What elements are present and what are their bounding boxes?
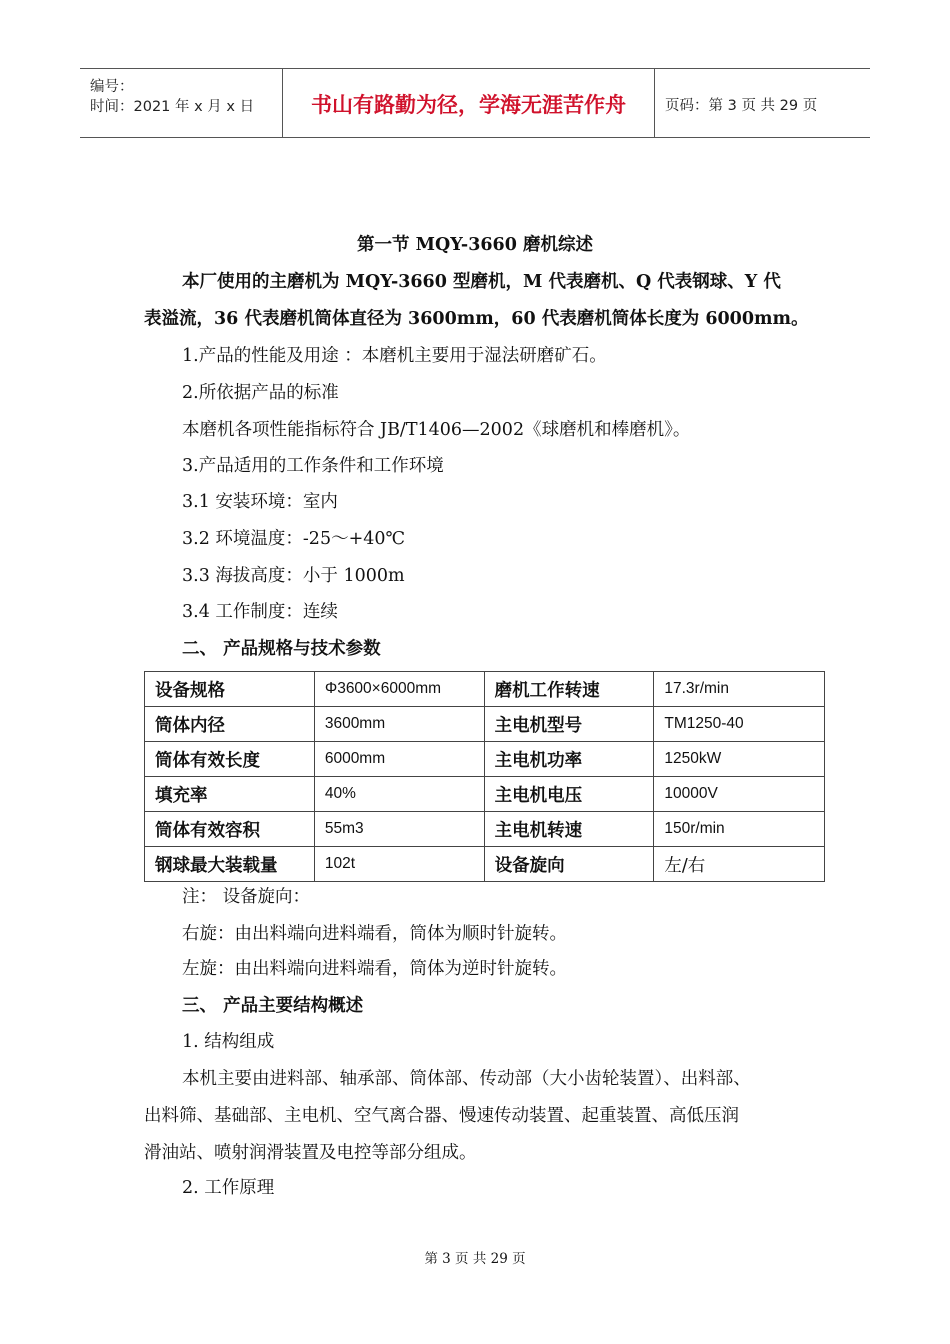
item-3: 3.产品适用的工作条件和工作环境 xyxy=(182,456,444,476)
header-info-cell xyxy=(80,69,283,137)
table-row xyxy=(145,672,825,707)
structure-para-line-1: 本机主要由进料部、轴承部、筒体部、传动部（大小齿轮装置）、出料部、 xyxy=(182,1069,751,1089)
spec-key-cell: 筒体有效长度 xyxy=(145,742,315,777)
item-3-1: 3.1 安装环境：室内 xyxy=(182,492,338,512)
spec-value-cell: 55m3 xyxy=(314,812,484,847)
item-3-3: 3.3 海拔高度：小于 1000m xyxy=(182,566,405,586)
table-row xyxy=(145,847,825,882)
item-2: 2.所依据产品的标准 xyxy=(182,383,339,403)
table-row xyxy=(145,707,825,742)
table-row xyxy=(145,742,825,777)
header-page-cell xyxy=(655,69,870,137)
spec-value-cell: 10000V xyxy=(654,777,825,812)
item-3-4: 3.4 工作制度：连续 xyxy=(182,602,338,622)
spec-key-cell: 主电机功率 xyxy=(484,742,654,777)
structure-sub-1: 1. 结构组成 xyxy=(182,1032,275,1052)
structure-sub-2: 2. 工作原理 xyxy=(182,1178,275,1198)
note-right-rotation: 右旋：由出料端向进料端看，筒体为顺时针旋转。 xyxy=(182,924,567,944)
spec-key-cell: 主电机转速 xyxy=(484,812,654,847)
spec-key-cell: 钢球最大装载量 xyxy=(145,847,315,882)
spec-value-cell: TM1250-40 xyxy=(654,707,825,742)
spec-key-cell: 筒体内径 xyxy=(145,707,315,742)
spec-value-cell: 3600mm xyxy=(314,707,484,742)
spec-value-cell: 17.3r/min xyxy=(654,672,825,707)
spec-value-cell: 102t xyxy=(314,847,484,882)
spec-value-cell: 1250kW xyxy=(654,742,825,777)
spec-value-cell: 150r/min xyxy=(654,812,825,847)
item-1: 1.产品的性能及用途 ：本磨机主要用于湿法研磨矿石。 xyxy=(182,346,607,366)
spec-key-cell: 主电机型号 xyxy=(484,707,654,742)
intro-line-2: 表溢流，36 代表磨机筒体直径为 3600mm，60 代表磨机筒体长度为 6000mm。 xyxy=(144,309,809,329)
section-3-title: 三、 产品主要结构概述 xyxy=(182,996,364,1016)
intro-line-1: 本厂使用的主磨机为 MQY-3660 型磨机，M 代表磨机、Q 代表钢球、Y 代 xyxy=(182,272,781,292)
item-3-2: 3.2 环境温度：-25～+40℃ xyxy=(182,529,406,549)
item-2-text: 本磨机各项性能指标符合 JB/T1406—2002《球磨机和棒磨机》。 xyxy=(182,420,691,440)
section-2-title: 二、 产品规格与技术参数 xyxy=(182,639,381,659)
spec-key-cell: 磨机工作转速 xyxy=(484,672,654,707)
table-row xyxy=(145,812,825,847)
page-footer: 第 3 页 共 29 页 xyxy=(424,1251,526,1267)
section-title: 第一节 MQY-3660 磨机综述 xyxy=(356,235,593,255)
spec-table xyxy=(144,671,825,882)
page-header xyxy=(80,68,870,138)
spec-value-cell: 40% xyxy=(314,777,484,812)
header-page-info: 页码：第 3 页 共 29 页 xyxy=(665,98,818,114)
spec-key-cell: 主电机电压 xyxy=(484,777,654,812)
structure-para-line-2: 出料筛、基础部、主电机、空气离合器、慢速传动装置、起重装置、高低压润 xyxy=(144,1106,739,1126)
spec-key-cell: 填充率 xyxy=(145,777,315,812)
table-row xyxy=(145,777,825,812)
header-time-label: 时间：2021 年 x 月 x 日 xyxy=(90,99,255,115)
note-left-rotation: 左旋：由出料端向进料端看，筒体为逆时针旋转。 xyxy=(182,959,567,979)
spec-key-cell: 筒体有效容积 xyxy=(145,812,315,847)
header-number-label: 编号： xyxy=(90,79,134,95)
spec-value-cell: 6000mm xyxy=(314,742,484,777)
spec-key-cell: 设备规格 xyxy=(145,672,315,707)
note-label: 注： 设备旋向： xyxy=(182,887,311,907)
spec-value-cell: Φ3600×6000mm xyxy=(314,672,484,707)
spec-key-cell: 设备旋向 xyxy=(484,847,654,882)
spec-value-cell: 左/右 xyxy=(654,847,825,882)
header-motto-cell xyxy=(283,69,655,137)
structure-para-line-3: 滑油站、喷射润滑装置及电控等部分组成。 xyxy=(144,1143,477,1163)
header-motto: 书山有路勤为径，学海无涯苦作舟 xyxy=(311,93,626,117)
